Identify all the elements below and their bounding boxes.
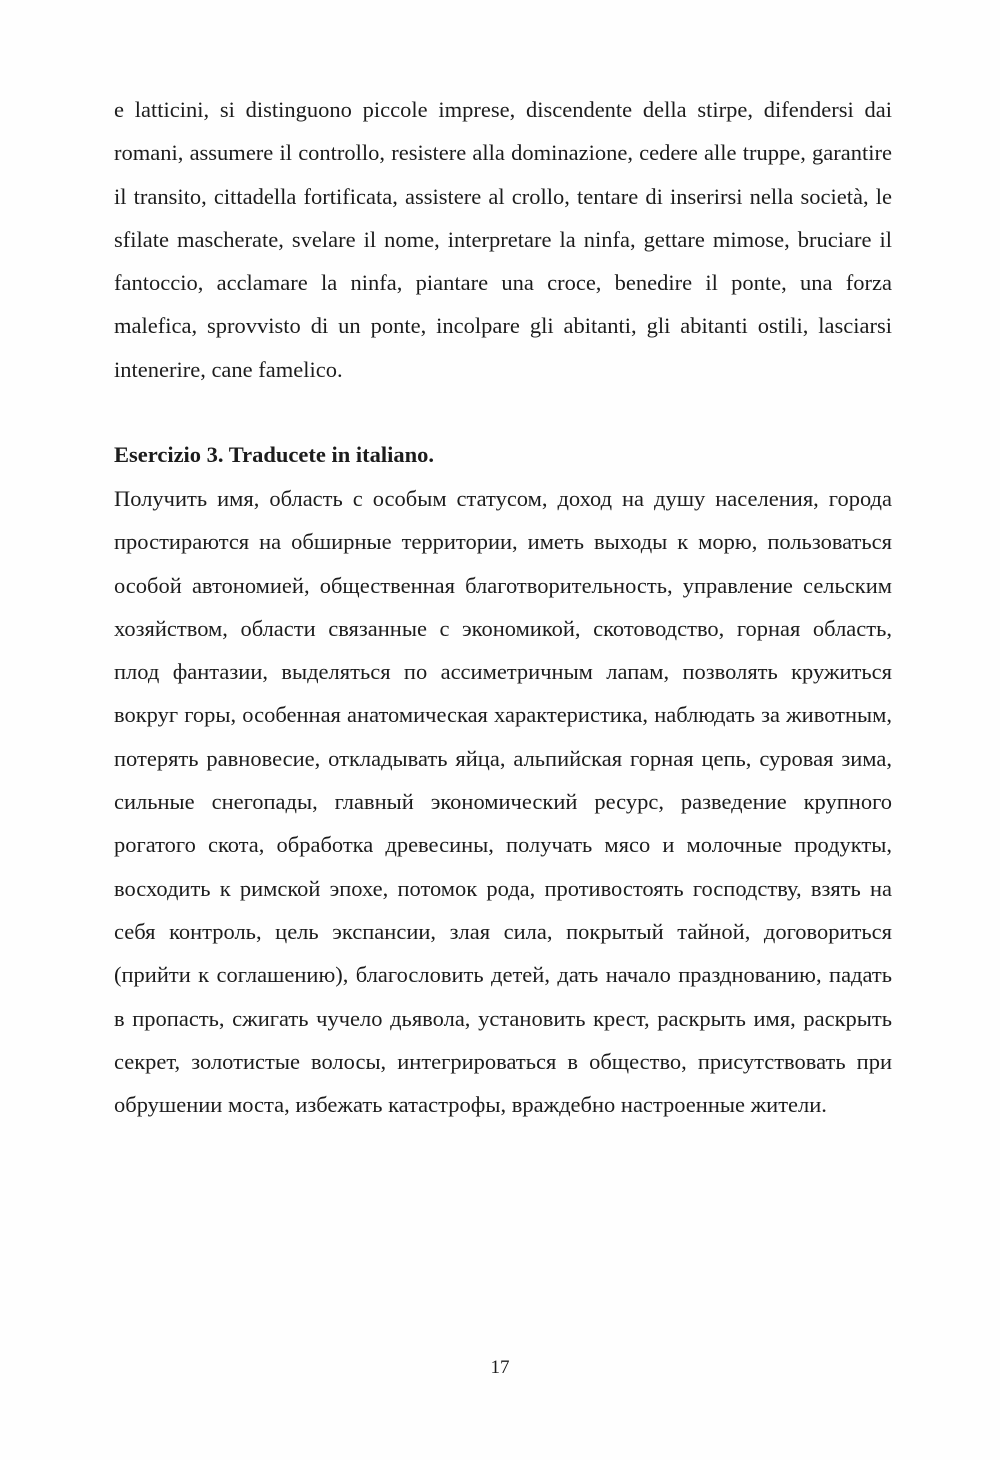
exercise-3-heading: Esercizio 3. Traducete in italiano. — [114, 442, 434, 467]
italian-vocabulary-paragraph: e latticini, si distinguono piccole imprese, discendente della stirpe, difendersi dai romani, assumere il controllo, resistere alla dominazione, cedere alle truppe, garantire il transito, cittadella fortificata, assistere al crollo, tentare di inserirsi nella società, le sfilate mascherate, svelare il nome, interpretare la ninfa, gettare mimose, bruciare il fantoccio, acclamare la ninfa, piantare una croce, benedire il ponte, una forza malefica, sprovvisto di un ponte, incolpare gli abitanti, gli abitanti ostili, lasciarsi intenerire, cane famelico. — [114, 97, 892, 382]
page-number: 17 — [490, 1357, 510, 1378]
exercise-3-russian-paragraph: Получить имя, область с особым статусом, доход на душу населения, города простираются на обширные территории, иметь выходы к морю, пользоваться особой автономией, общественная благотворительность, управление сельским хозяйством, области связанные с экономикой, скотоводство, горная область, плод фантазии, выделяться по ассиметричным лапам, позволять кружиться вокруг горы, особенная анатомическая характеристика, наблюдать за животным, потерять равновесие, откладывать яйца, альпийская горная цепь, суровая зима, сильные снегопады, главный экономический ресурс, разведение крупного рогатого скота, обработка древесины, получать мясо и молочные продукты, восходить к римской эпохе, потомок рода, противостоять господству, взять на себя контроль, цель экспансии, злая сила, покрытый тайной, договориться (прийти к соглашению), благословить детей, дать начало празднованию, падать в пропасть, сжигать чучело дьявола, установить крест, раскрыть имя, раскрыть секрет, золотистые волосы, интегрироваться в общество, присутствовать при обрушении моста, избежать катастрофы, враждебно настроенные жители. — [114, 486, 892, 1118]
italian-vocabulary-section — [114, 88, 892, 391]
exercise-3-section — [114, 477, 892, 1126]
